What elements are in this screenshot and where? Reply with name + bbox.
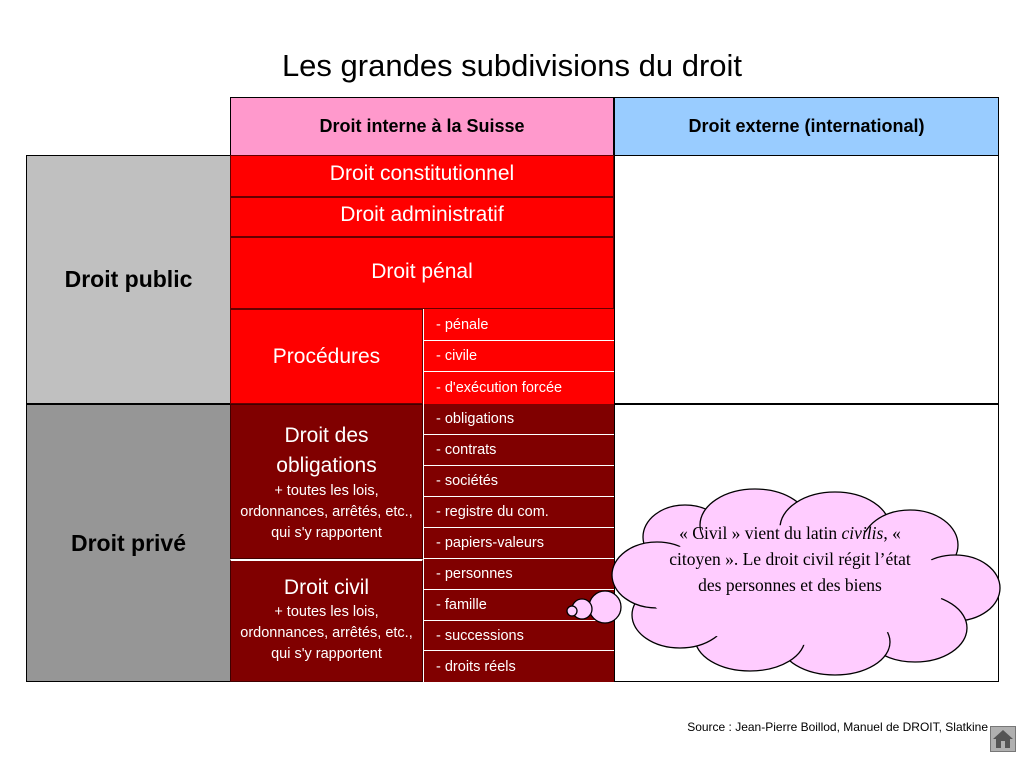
obligations-item: - contrats xyxy=(423,435,614,466)
obligations-item: - registre du com. xyxy=(423,497,614,528)
callout-text-part: , « citoyen ». Le droit civil régit l’état des personnes et des biens xyxy=(669,523,911,595)
civil-item: - successions xyxy=(423,621,614,651)
row-label-public: Droit public xyxy=(26,155,231,404)
obligations-item: - papiers-valeurs xyxy=(423,528,614,559)
cell-administrative-law: Droit administratif xyxy=(230,197,614,237)
procedure-item: - civile xyxy=(423,341,614,372)
civil-title: Droit civil xyxy=(283,576,370,599)
header-internal-law: Droit interne à la Suisse xyxy=(230,97,614,156)
cell-penal-law: Droit pénal xyxy=(230,237,614,309)
procedure-item: - d'exécution forcée xyxy=(423,372,614,404)
civil-item: - personnes xyxy=(423,559,614,590)
obligations-title: Droit des obligations xyxy=(276,424,377,477)
cell-obligations-law xyxy=(230,404,423,559)
obligations-item: - sociétés xyxy=(423,466,614,497)
civil-item: - droits réels xyxy=(423,651,614,682)
callout-text xyxy=(660,520,920,598)
callout-italic-word: civilis xyxy=(841,523,884,543)
external-public-cell xyxy=(614,155,999,404)
obligations-item: - obligations xyxy=(423,404,614,435)
procedure-item: - pénale xyxy=(423,309,614,341)
home-button[interactable] xyxy=(990,726,1016,752)
callout-text-part: « Civil » vient du latin xyxy=(679,523,842,543)
home-icon xyxy=(991,727,1015,751)
cell-civil-law xyxy=(230,559,423,682)
civil-item: - famille xyxy=(423,590,614,621)
source-citation: Source : Jean-Pierre Boillod, Manuel de DROIT, Slatkine xyxy=(687,720,988,734)
row-label-private: Droit privé xyxy=(26,404,231,682)
civil-note: + toutes les lois, ordonnances, arrêtés, etc., qui s'y rapportent xyxy=(240,604,413,662)
page-title: Les grandes subdivisions du droit xyxy=(281,48,743,83)
cell-constitutional-law: Droit constitutionnel xyxy=(230,155,614,197)
cell-procedures: Procédures xyxy=(230,309,423,404)
obligations-note: + toutes les lois, ordonnances, arrêtés, etc., qui s'y rapportent xyxy=(240,483,413,541)
header-external-law: Droit externe (international) xyxy=(614,97,999,156)
